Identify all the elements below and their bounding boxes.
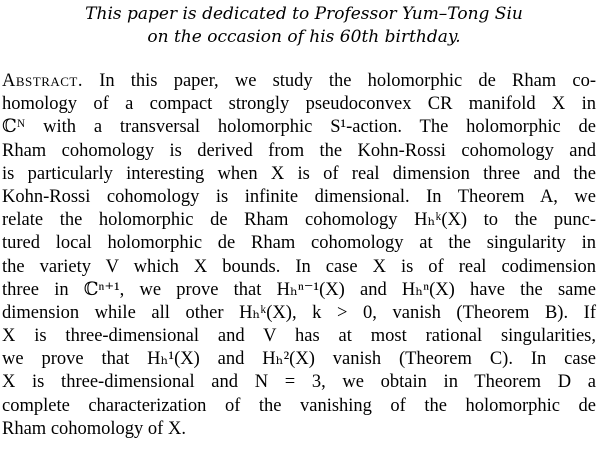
abstract-line: dimension while all other Hₕᵏ(X), k > 0, vanish (Theorem B). If	[2, 302, 596, 323]
abstract-line: X is three-dimensional and N = 3, we obtain in Theorem D a	[2, 372, 596, 393]
abstract-line: X is three-dimensional and V has at most rational singularities,	[2, 326, 596, 347]
dedication-line-1: This paper is dedicated to Professor Yum–Tong Siu	[85, 4, 523, 24]
abstract-line: is particularly interesting when X is of real dimension three and the	[2, 163, 596, 184]
abstract-line: homology of a compact strongly pseudoconvex CR manifold X in	[2, 94, 596, 115]
abstract-line	[2, 70, 596, 93]
abstract-line: Kohn-Rossi cohomology is infinite dimensional. In Theorem A, we	[2, 186, 596, 207]
abstract-label: Abstract.	[2, 71, 83, 91]
abstract-line: ℂᴺ with a transversal holomorphic S¹-action. The holomorphic de	[2, 117, 596, 138]
abstract-line: tured local holomorphic de Rham cohomology at the singularity in	[2, 233, 596, 254]
abstract-line: the variety V which X bounds. In case X is of real codimension	[2, 256, 596, 277]
abstract-line: complete characterization of the vanishing of the holomorphic de	[2, 395, 596, 416]
abstract-line: we prove that Hₕ¹(X) and Hₕ²(X) vanish (Theorem C). In case	[2, 349, 596, 370]
abstract-line: Rham cohomology is derived from the Kohn-Rossi cohomology and	[2, 140, 596, 161]
abstract-line: relate the holomorphic de Rham cohomology Hₕᵏ(X) to the punc-	[2, 210, 596, 231]
abstract-line: three in ℂⁿ⁺¹, we prove that Hₕⁿ⁻¹(X) and Hₕⁿ(X) have the same	[2, 279, 596, 300]
abstract-line: Rham cohomology of X.	[2, 418, 186, 439]
dedication	[0, 3, 608, 49]
abstract	[2, 70, 596, 441]
dedication-line-2: on the occasion of his 60th birthday.	[147, 27, 461, 47]
abstract-line-text: In this paper, we study the holomorphic de Rham co-	[99, 71, 597, 91]
